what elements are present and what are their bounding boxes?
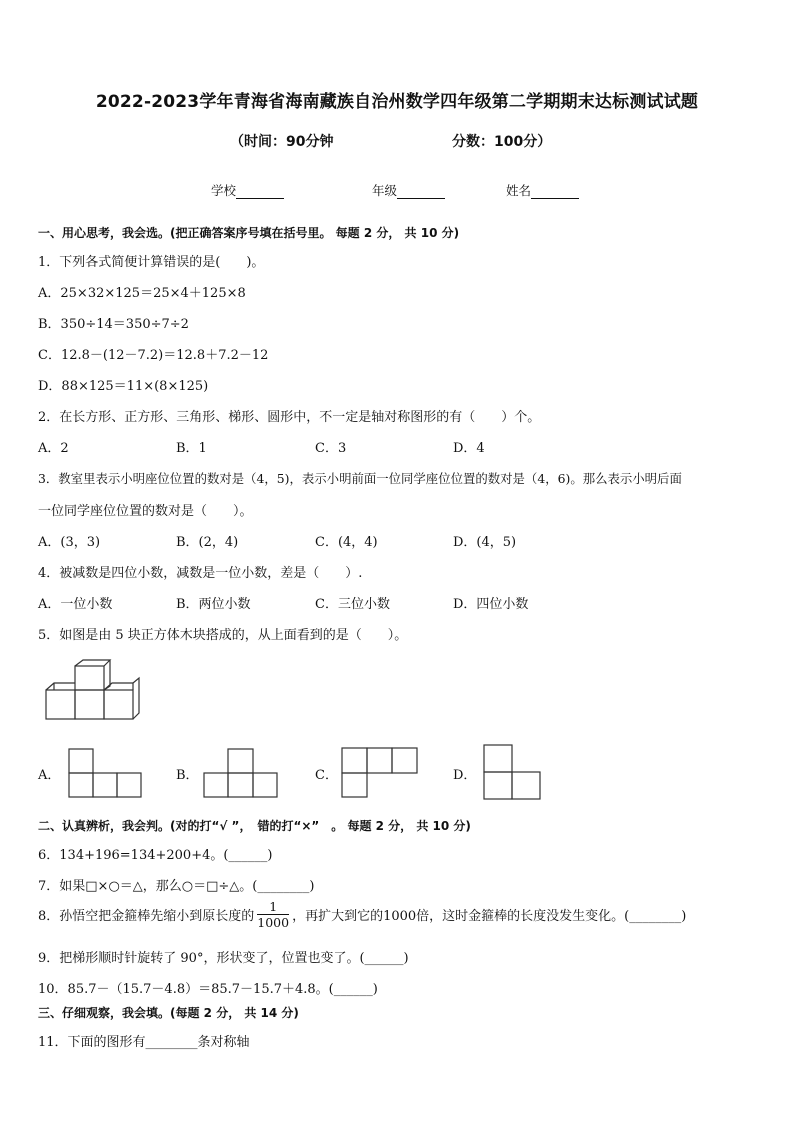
q1-option-a[interactable]: A．25×32×125＝25×4＋125×8: [38, 286, 246, 301]
name-field: [506, 181, 579, 199]
q5-option-c-figure[interactable]: [341, 747, 419, 799]
school-label: 学校: [211, 183, 237, 198]
q2-option-d[interactable]: D．4: [453, 441, 485, 456]
exam-time: （时间：90分钟: [230, 134, 334, 150]
grade-label: 年级: [372, 183, 398, 198]
q4-option-c[interactable]: C．三位小数: [315, 597, 390, 612]
section2-heading: 二、认真辨析，我会判。(对的打“√ ”， 错的打“×” 。 每题 2 分， 共 10 分): [38, 819, 471, 833]
q4-stem: 4．被减数是四位小数，减数是一位小数，差是（ ）.: [38, 566, 363, 581]
q8-text-before: 8．孙悟空把金箍棒先缩小到原长度的: [38, 909, 255, 924]
q1-stem: 1．下列各式简便计算错误的是( )。: [38, 255, 265, 270]
q8-line[interactable]: [38, 899, 686, 930]
q7-text[interactable]: 7．如果□×○＝△，那么○＝□÷△。(________): [38, 879, 315, 894]
q5-option-a-label[interactable]: A．: [38, 768, 61, 783]
q5-option-d-label[interactable]: D．: [453, 768, 477, 783]
q3-option-b[interactable]: B．(2，4): [176, 535, 239, 550]
q5-option-d-figure[interactable]: [483, 744, 541, 800]
q5-option-b-figure[interactable]: [203, 748, 279, 798]
q8-denominator: 1000: [257, 915, 290, 930]
q1-option-b[interactable]: B．350÷14＝350÷7÷2: [38, 317, 189, 332]
q1-option-c[interactable]: C．12.8－(12－7.2)＝12.8＋7.2－12: [38, 348, 269, 363]
q2-option-b[interactable]: B．1: [176, 441, 207, 456]
q8-numerator: 1: [257, 899, 289, 915]
q3-stem-line2: 一位同学座位位置的数对是（ ）。: [38, 504, 253, 519]
page-title: 2022-2023学年青海省海南藏族自治州数学四年级第二学期期末达标测试试题: [95, 92, 699, 112]
q4-option-b[interactable]: B．两位小数: [176, 597, 251, 612]
q3-option-d[interactable]: D．(4，5): [453, 535, 517, 550]
name-blank[interactable]: [531, 185, 579, 199]
q5-option-b-label[interactable]: B．: [176, 768, 199, 783]
school-field: [211, 181, 284, 199]
q11-text[interactable]: 11．下面的图形有________条对称轴: [38, 1035, 250, 1050]
q3-option-c[interactable]: C．(4，4): [315, 535, 378, 550]
grade-field: [372, 181, 445, 199]
q2-stem: 2．在长方形、正方形、三角形、梯形、圆形中，不一定是轴对称图形的有（ ）个。: [38, 410, 541, 425]
q5-stem: 5．如图是由 5 块正方体木块搭成的，从上面看到的是（ ）。: [38, 628, 408, 643]
q5-option-a-figure[interactable]: [68, 748, 142, 798]
q2-option-a[interactable]: A．2: [38, 441, 69, 456]
q1-option-d[interactable]: D．88×125＝11×(8×125): [38, 379, 209, 394]
q10-text[interactable]: 10．85.7－（15.7－4.8）＝85.7－15.7＋4.8。(______): [38, 982, 378, 997]
section3-heading: 三、仔细观察，我会填。(每题 2 分， 共 14 分): [38, 1006, 299, 1020]
section1-heading: 一、用心思考，我会选。(把正确答案序号填在括号里。 每题 2 分， 共 10 分): [38, 226, 460, 240]
grade-blank[interactable]: [397, 185, 445, 199]
q9-text[interactable]: 9．把梯形顺时针旋转了 90°，形状变了，位置也变了。(______): [38, 951, 409, 966]
cube-stack-figure: [44, 658, 140, 724]
name-label: 姓名: [506, 183, 532, 198]
q2-option-c[interactable]: C．3: [315, 441, 347, 456]
q8-text-after: ，再扩大到它的1000倍，这时金箍棒的长度没发生变化。(________): [292, 909, 687, 924]
q5-option-c-label[interactable]: C．: [315, 768, 338, 783]
q4-option-d[interactable]: D．四位小数: [453, 597, 529, 612]
exam-score: 分数：100分）: [452, 134, 552, 150]
q4-option-a[interactable]: A．一位小数: [38, 597, 113, 612]
q8-fraction: [257, 899, 289, 930]
q3-option-a[interactable]: A．(3，3): [38, 535, 101, 550]
school-blank[interactable]: [236, 185, 284, 199]
q6-text[interactable]: 6．134+196=134+200+4。(______): [38, 848, 273, 863]
q3-stem-line1: 3．教室里表示小明座位位置的数对是（4，5)，表示小明前面一位同学座位位置的数对是（4，6)。那么表示小明后面: [38, 471, 682, 486]
